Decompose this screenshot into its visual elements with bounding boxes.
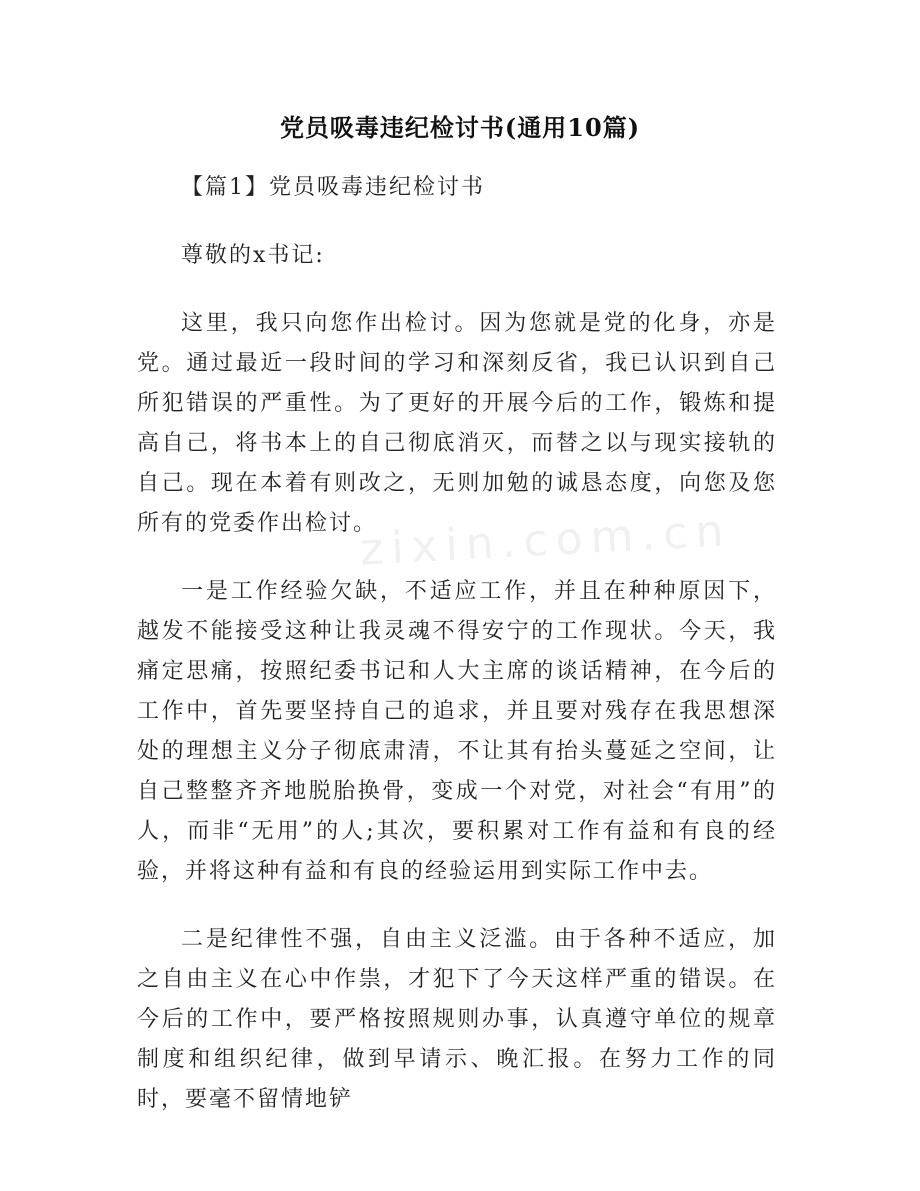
- section-heading: 【篇1】党员吸毒违纪检讨书: [181, 175, 485, 200]
- greeting: 尊敬的x书记:: [181, 243, 325, 268]
- document-body: [137, 168, 777, 1148]
- document-title: 党员吸毒违纪检讨书(通用10篇): [279, 113, 641, 142]
- paragraph-1: 这里，我只向您作出检讨。因为您就是党的化身，亦是党。通过最近一段时间的学习和深刻反省，我已认识到自己所犯错误的严重性。为了更好的开展今后的工作，锻炼和提高自己，将书本上的自己彻底消灭，而替之以与现实接轨的自己。现在本着有则改之，无则加勉的诚恳态度，向您及您所有的党委作出检讨。: [137, 311, 777, 536]
- watermark: zixin.com.cn: [358, 505, 733, 576]
- paragraph-3: 二是纪律性不强，自由主义泛滥。由于各种不适应，加之自由主义在心中作祟，才犯下了今天这样严重的错误。在今后的工作中，要严格按照规则办事，认真遵守单位的规章制度和组织纪律，做到早请示、晚汇报。在努力工作的同时，要毫不留情地铲: [137, 927, 777, 1112]
- paragraph-2: 一是工作经验欠缺，不适应工作，并且在种种原因下，越发不能接受这种让我灵魂不得安宁的工作现状。今天，我痛定思痛，按照纪委书记和人大主席的谈话精神，在今后的工作中，首先要坚持自己的追求，并且要对残存在我思想深处的理想主义分子彻底肃清，不让其有抬头蔓延之空间，让自己整整齐齐地脱胎换骨，变成一个对党，对社会“有用”的人，而非“无用”的人;其次，要积累对工作有益和有良的经验，并将这种有益和有良的经验运用到实际工作中去。: [137, 579, 777, 884]
